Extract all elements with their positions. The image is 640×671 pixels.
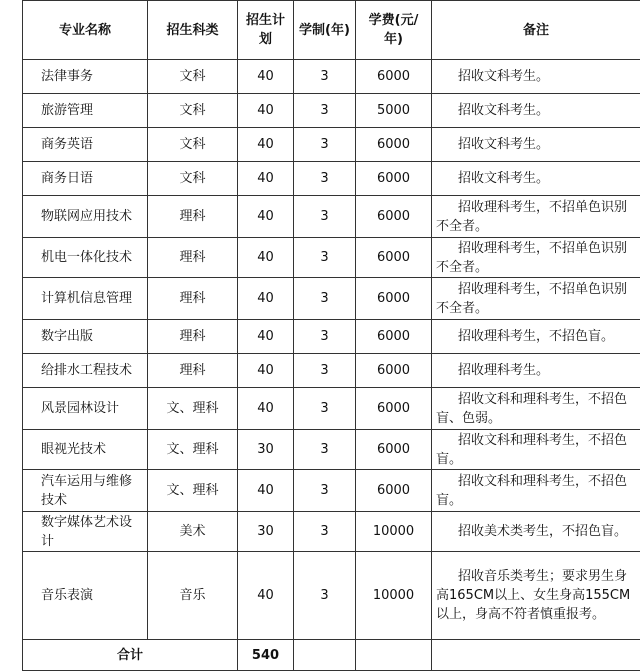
plan-cell: 40 [238,238,294,278]
years-cell: 3 [294,278,356,320]
plan-cell: 40 [238,354,294,388]
major-cell: 音乐表演 [23,552,148,640]
years-cell: 3 [294,470,356,512]
header-category: 招生科类 [148,1,238,60]
years-cell: 3 [294,354,356,388]
note-cell: 招收文科考生。 [432,60,640,94]
table-row [23,128,640,162]
note-cell: 招收文科考生。 [432,162,640,196]
major-cell: 物联网应用技术 [23,196,148,238]
header-fee: 学费(元/年) [356,1,432,60]
category-cell: 文科 [148,60,238,94]
table-body [23,60,640,671]
major-cell: 汽车运用与维修技术 [23,470,148,512]
plan-cell: 40 [238,552,294,640]
years-cell: 3 [294,94,356,128]
plan-cell: 30 [238,430,294,470]
major-cell: 法律事务 [23,60,148,94]
major-cell: 眼视光技术 [23,430,148,470]
years-cell: 3 [294,512,356,552]
years-cell: 3 [294,128,356,162]
category-cell: 文、理科 [148,430,238,470]
years-cell: 3 [294,388,356,430]
plan-cell: 40 [238,128,294,162]
fee-cell: 6000 [356,162,432,196]
fee-cell: 6000 [356,238,432,278]
category-cell: 文科 [148,162,238,196]
fee-cell: 5000 [356,94,432,128]
category-cell: 理科 [148,320,238,354]
category-cell: 美术 [148,512,238,552]
category-cell: 理科 [148,278,238,320]
table-row [23,196,640,238]
fee-cell: 6000 [356,354,432,388]
total-row [23,640,640,671]
major-cell: 风景园林设计 [23,388,148,430]
note-cell: 招收美术类考生，不招色盲。 [432,512,640,552]
plan-cell: 40 [238,196,294,238]
category-cell: 文科 [148,128,238,162]
category-cell: 理科 [148,354,238,388]
fee-cell: 6000 [356,470,432,512]
note-cell: 招收文科考生。 [432,128,640,162]
note-cell: 招收文科和理科考生，不招色盲。 [432,430,640,470]
table-row [23,552,640,640]
years-cell: 3 [294,238,356,278]
table-row [23,60,640,94]
fee-cell: 10000 [356,552,432,640]
header-row [23,1,640,60]
fee-cell: 6000 [356,388,432,430]
enrollment-table [22,0,640,671]
table-row [23,94,640,128]
major-cell: 商务英语 [23,128,148,162]
years-cell: 3 [294,320,356,354]
note-cell: 招收文科和理科考生，不招色盲、色弱。 [432,388,640,430]
fee-cell: 6000 [356,196,432,238]
total-empty-cell [432,640,640,671]
major-cell: 机电一体化技术 [23,238,148,278]
plan-cell: 40 [238,60,294,94]
table-row [23,162,640,196]
table-row [23,238,640,278]
note-cell: 招收音乐类考生；要求男生身高165CM以上、女生身高155CM以上，身高不符者慎重报考。 [432,552,640,640]
years-cell: 3 [294,162,356,196]
table-row [23,470,640,512]
table-row [23,320,640,354]
plan-cell: 40 [238,94,294,128]
years-cell: 3 [294,196,356,238]
fee-cell: 6000 [356,320,432,354]
total-empty-cell [294,640,356,671]
header-years: 学制(年) [294,1,356,60]
header-major: 专业名称 [23,1,148,60]
header-plan: 招生计划 [238,1,294,60]
table-row [23,512,640,552]
note-cell: 招收理科考生，不招单色识别不全者。 [432,196,640,238]
fee-cell: 6000 [356,430,432,470]
plan-cell: 40 [238,278,294,320]
fee-cell: 6000 [356,128,432,162]
category-cell: 理科 [148,238,238,278]
category-cell: 理科 [148,196,238,238]
total-plan: 540 [238,640,294,671]
header-note: 备注 [432,1,640,60]
category-cell: 音乐 [148,552,238,640]
table-row [23,430,640,470]
category-cell: 文、理科 [148,388,238,430]
major-cell: 商务日语 [23,162,148,196]
note-cell: 招收理科考生。 [432,354,640,388]
years-cell: 3 [294,430,356,470]
total-label: 合计 [23,640,238,671]
table-row [23,354,640,388]
note-cell: 招收文科考生。 [432,94,640,128]
note-cell: 招收理科考生，不招单色识别不全者。 [432,238,640,278]
plan-cell: 40 [238,162,294,196]
plan-cell: 40 [238,320,294,354]
note-cell: 招收理科考生，不招色盲。 [432,320,640,354]
fee-cell: 6000 [356,278,432,320]
note-cell: 招收文科和理科考生，不招色盲。 [432,470,640,512]
note-cell: 招收理科考生，不招单色识别不全者。 [432,278,640,320]
category-cell: 文、理科 [148,470,238,512]
plan-cell: 40 [238,470,294,512]
plan-cell: 30 [238,512,294,552]
total-empty-cell [356,640,432,671]
table-row [23,278,640,320]
major-cell: 旅游管理 [23,94,148,128]
fee-cell: 6000 [356,60,432,94]
major-cell: 计算机信息管理 [23,278,148,320]
major-cell: 数字媒体艺术设计 [23,512,148,552]
table-row [23,388,640,430]
category-cell: 文科 [148,94,238,128]
years-cell: 3 [294,60,356,94]
fee-cell: 10000 [356,512,432,552]
plan-cell: 40 [238,388,294,430]
major-cell: 数字出版 [23,320,148,354]
major-cell: 给排水工程技术 [23,354,148,388]
years-cell: 3 [294,552,356,640]
